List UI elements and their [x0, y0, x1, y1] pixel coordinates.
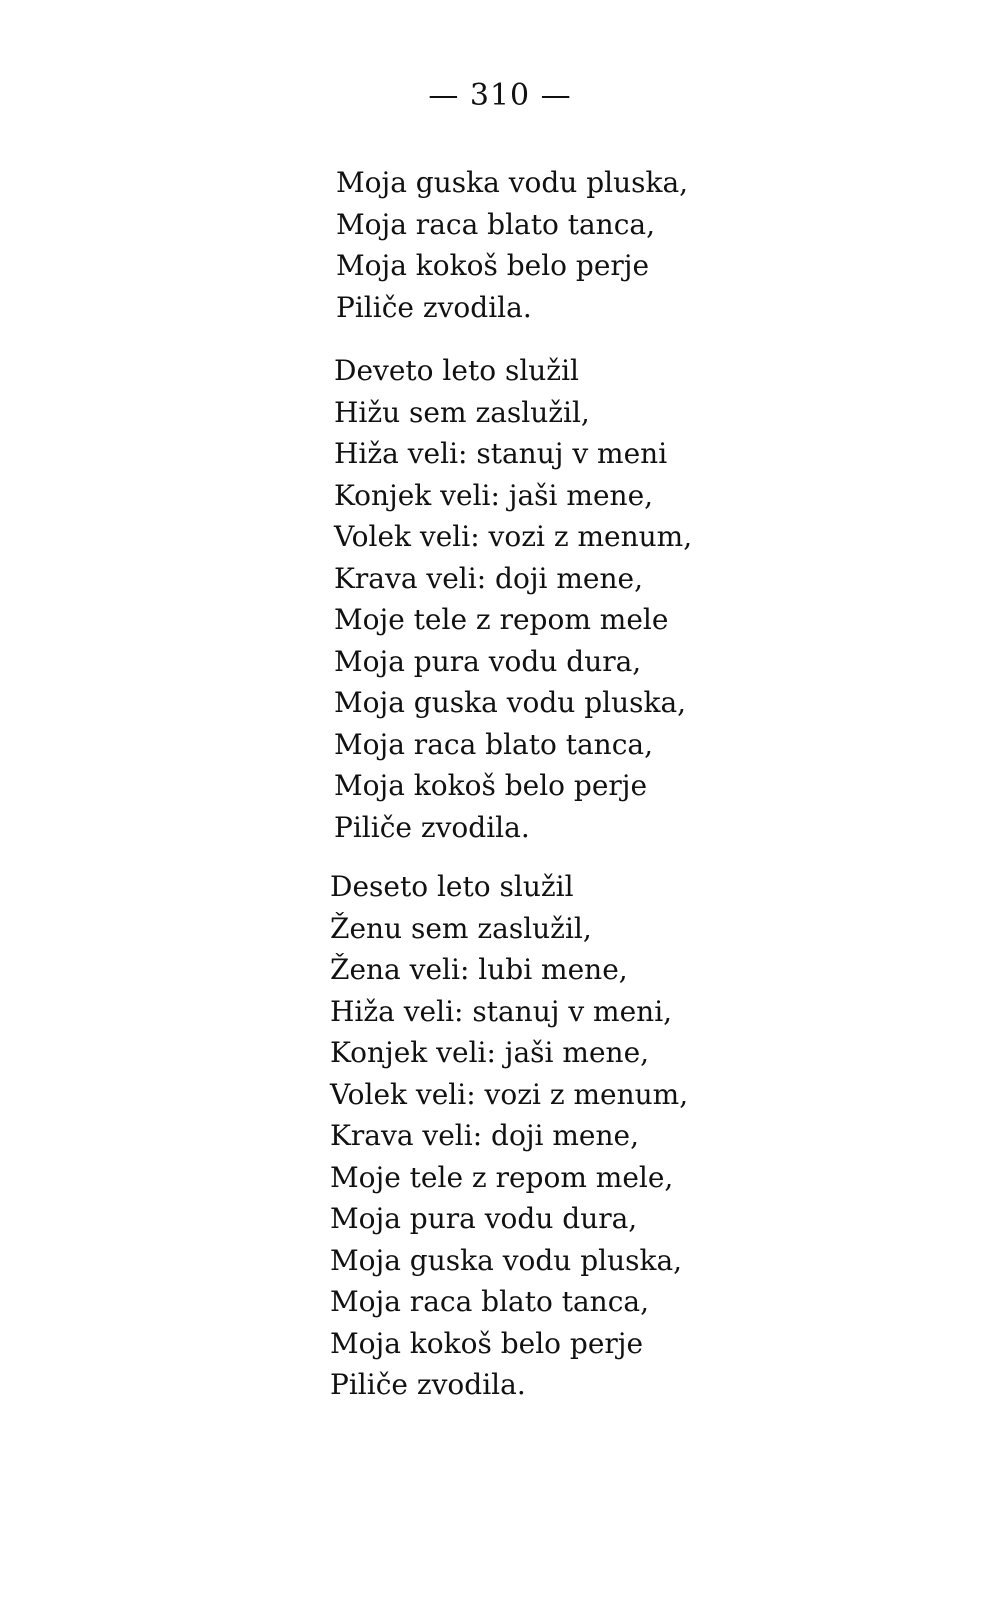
stanza-1 [336, 162, 688, 328]
verse-line: Žena veli: lubi mene, [330, 953, 628, 986]
verse-line: Moja raca blato tanca, [334, 727, 653, 761]
verse-line: Piliče zvodila. [334, 810, 530, 844]
verse-line: Moje tele z repom mele, [330, 1160, 674, 1194]
verse-line: Hiža veli: stanuj v meni [334, 437, 668, 470]
verse-line: Moja raca blato tanca, [336, 207, 655, 241]
verse-line: Hiža veli: stanuj v meni, [330, 994, 673, 1028]
verse-line: Moja kokoš belo perje [334, 769, 648, 802]
verse-line: Moja pura vodu dura, [334, 644, 642, 678]
page-number: — 310 — [428, 78, 572, 113]
verse-line: Piliče zvodila. [330, 1368, 526, 1401]
verse-line: Volek veli: vozi z menum, [334, 520, 693, 553]
verse-line: Volek veli: vozi z menum, [330, 1077, 689, 1111]
verse-line: Moja raca blato tanca, [330, 1285, 649, 1318]
verse-line: Krava veli: doji mene, [334, 561, 643, 595]
verse-line: Moja pura vodu dura, [330, 1202, 638, 1235]
verse-line: Moja guska vodu pluska, [334, 686, 687, 719]
verse-line: Deveto leto služil [334, 354, 579, 387]
stanza-2 [334, 350, 692, 848]
verse-line: Moja guska vodu pluska, [330, 1243, 683, 1277]
verse-line: Moja guska vodu pluska, [336, 166, 689, 199]
verse-line: Moja kokoš belo perje [330, 1326, 644, 1360]
verse-line: Konjek veli: jaši mene, [334, 478, 654, 512]
verse-line: Moja kokoš belo perje [336, 249, 650, 282]
verse-line: Ženu sem zaslužil, [330, 911, 592, 945]
verse-line: Piliče zvodila. [336, 290, 532, 324]
verse-line: Deseto leto služil [330, 870, 574, 903]
verse-line: Konjek veli: jaši mene, [330, 1036, 650, 1069]
verse-line: Hižu sem zaslužil, [334, 395, 590, 429]
stanza-3 [330, 866, 688, 1406]
verse-line: Krava veli: doji mene, [330, 1119, 639, 1152]
verse-line: Moje tele z repom mele [334, 603, 669, 636]
